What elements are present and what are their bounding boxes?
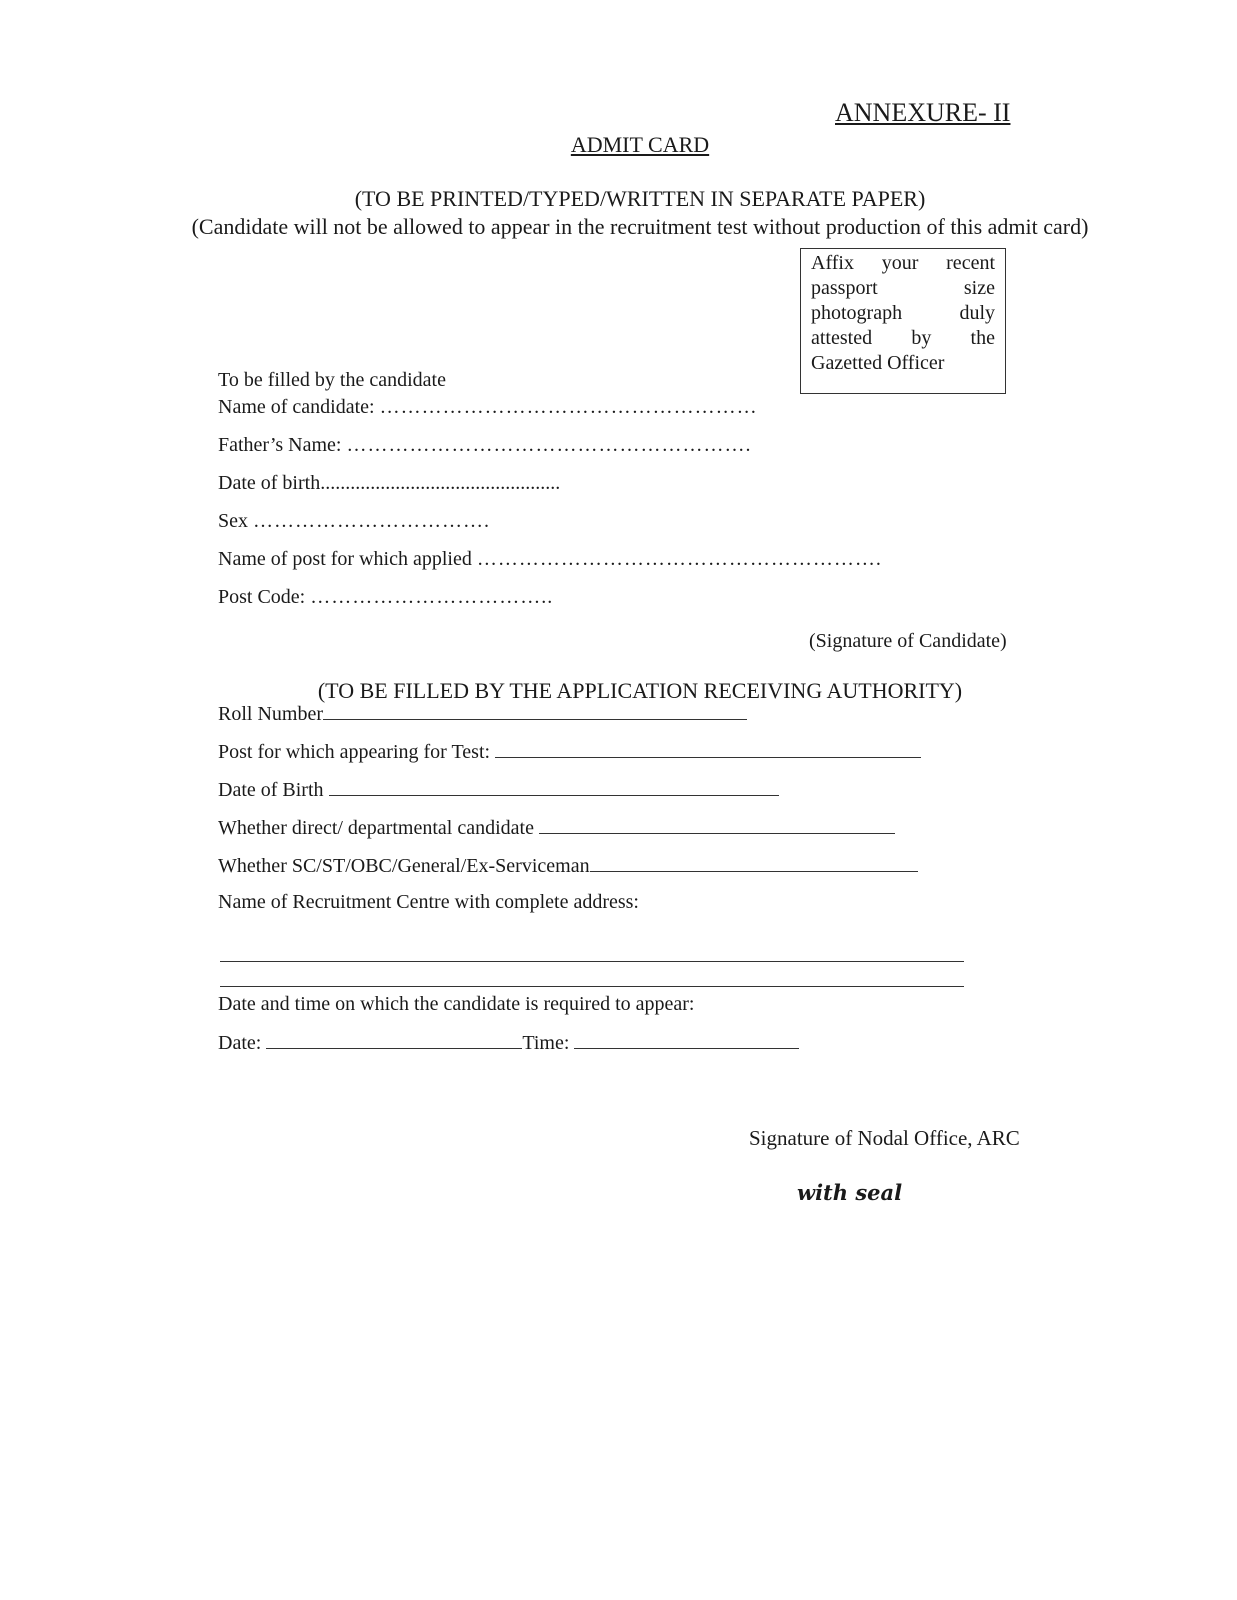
time-label: Time:: [522, 1032, 570, 1054]
roll-number-field[interactable]: [218, 701, 747, 726]
photo-box[interactable]: [800, 248, 1006, 394]
date-time-heading: Date and time on which the candidate is required to appear:: [218, 993, 695, 1015]
post-applied-field[interactable]: [218, 548, 882, 571]
candidate-signature-label: (Signature of Candidate): [809, 630, 1007, 652]
field-label: Date of Birth: [218, 779, 324, 801]
sex-field[interactable]: [218, 510, 490, 533]
underline-blank: [329, 777, 779, 796]
field-label: Date of birth: [218, 472, 321, 494]
field-label: Name of candidate:: [218, 396, 375, 418]
fathers-name-field[interactable]: [218, 434, 752, 457]
underline-blank: [539, 815, 895, 834]
field-label: Post Code:: [218, 586, 306, 608]
field-label: Sex: [218, 510, 248, 532]
field-label: Name of post for which applied: [218, 548, 472, 570]
field-label: Post for which appearing for Test:: [218, 741, 491, 763]
date-of-birth-field[interactable]: [218, 472, 560, 495]
print-instruction: (TO BE PRINTED/TYPED/WRITTEN IN SEPARATE PAPER): [354, 186, 926, 211]
underline-blank: [323, 701, 747, 720]
page-title: ADMIT CARD: [570, 132, 710, 157]
dotted-fill-line: ………………………………………………….: [346, 434, 752, 456]
address-line-1[interactable]: [220, 961, 964, 962]
dotted-fill-line: ................................................: [320, 472, 561, 494]
dotted-fill-line: …………………………….: [253, 510, 490, 532]
date-blank[interactable]: [266, 1030, 522, 1049]
time-blank[interactable]: [574, 1030, 799, 1049]
dotted-fill-line: ………………………………………………….: [476, 548, 882, 570]
field-label: Whether SC/ST/OBC/General/Ex-Serviceman: [218, 855, 590, 877]
field-label: Father’s Name:: [218, 434, 342, 456]
photo-box-text: Affix your recent passport size photograph duly attested by the Gazetted Officer: [811, 252, 995, 374]
date-label: Date:: [218, 1032, 262, 1054]
underline-blank: [495, 739, 921, 758]
direct-departmental-field[interactable]: [218, 815, 895, 840]
dotted-fill-line: ………………………………………………: [379, 396, 758, 418]
underline-blank: [590, 853, 918, 872]
post-for-test-field[interactable]: [218, 739, 921, 764]
seal-label: with seal: [797, 1180, 903, 1205]
authority-section-heading: (TO BE FILLED BY THE APPLICATION RECEIVING AUTHORITY): [317, 678, 963, 703]
recruitment-centre-label: Name of Recruitment Centre with complete address:: [218, 891, 639, 913]
category-field[interactable]: [218, 853, 918, 878]
post-code-field[interactable]: [218, 586, 553, 609]
dotted-fill-line: ……………………………..: [310, 586, 554, 608]
candidate-section-heading: To be filled by the candidate: [218, 369, 446, 391]
date-time-field[interactable]: [218, 1030, 799, 1055]
name-of-candidate-field[interactable]: [218, 396, 758, 419]
address-line-2[interactable]: [220, 986, 964, 987]
annexure-label: ANNEXURE- II: [835, 98, 1011, 127]
authority-date-of-birth-field[interactable]: [218, 777, 779, 802]
nodal-officer-signature: Signature of Nodal Office, ARC: [749, 1126, 1020, 1150]
field-label: Whether direct/ departmental candidate: [218, 817, 534, 839]
field-label: Roll Number: [218, 703, 323, 725]
production-instruction: (Candidate will not be allowed to appear in the recruitment test without production of this admit card): [191, 214, 1089, 239]
